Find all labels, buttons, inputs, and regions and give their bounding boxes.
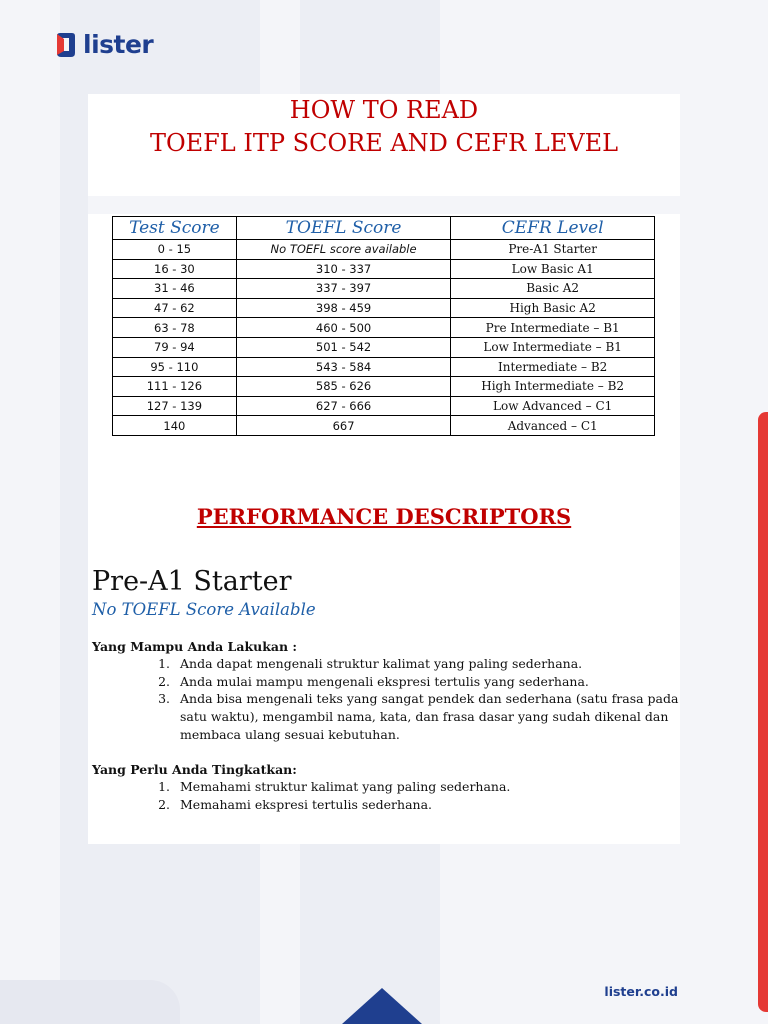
cell-toefl-score: 310 - 337 xyxy=(236,259,451,279)
list-item: 2. Anda mulai mampu mengenali ekspresi tertulis yang sederhana. xyxy=(158,673,589,689)
cell-toefl-score: 627 - 666 xyxy=(236,396,451,416)
cell-test-score: 79 - 94 xyxy=(113,337,237,357)
cell-test-score: 47 - 62 xyxy=(113,298,237,318)
cell-cefr-level: Low Basic A1 xyxy=(451,259,655,279)
title-line-2: TOEFL ITP SCORE AND CEFR LEVEL xyxy=(149,129,619,157)
cell-cefr-level: Basic A2 xyxy=(451,279,655,299)
cell-toefl-score: 398 - 459 xyxy=(236,298,451,318)
cell-cefr-level: Intermediate – B2 xyxy=(451,357,655,377)
brand-name: lister xyxy=(83,30,154,59)
cell-toefl-score: 667 xyxy=(236,416,451,436)
can-do-section xyxy=(92,639,682,744)
list-item: 1. Anda dapat mengenali struktur kalimat yang paling sederhana. xyxy=(158,656,583,671)
cell-test-score: 111 - 126 xyxy=(113,377,237,397)
list-item: 1. Memahami struktur kalimat yang paling sederhana. xyxy=(158,779,511,794)
cell-toefl-score: 543 - 584 xyxy=(236,357,451,377)
website-link[interactable]: lister.co.id xyxy=(604,984,678,999)
lister-logo-icon xyxy=(55,31,77,59)
table-row xyxy=(113,396,655,416)
cell-cefr-level: Pre Intermediate – B1 xyxy=(451,318,655,338)
panel-divider xyxy=(88,196,680,214)
title-line-1: HOW TO READ xyxy=(289,96,479,124)
table-row xyxy=(113,318,655,338)
can-do-heading: Yang Mampu Anda Lakukan : xyxy=(92,639,298,654)
cell-test-score: 16 - 30 xyxy=(113,259,237,279)
level-subtitle: No TOEFL Score Available xyxy=(92,600,316,619)
improve-heading: Yang Perlu Anda Tingkatkan: xyxy=(92,762,297,777)
table-row xyxy=(113,298,655,318)
cell-cefr-level: High Basic A2 xyxy=(451,298,655,318)
cell-toefl-score: 585 - 626 xyxy=(236,377,451,397)
page-title xyxy=(88,94,680,160)
table-row xyxy=(113,337,655,357)
cell-toefl-score: 460 - 500 xyxy=(236,318,451,338)
score-table xyxy=(112,216,655,436)
table-row xyxy=(113,279,655,299)
list-item: 3. Anda bisa mengenali teks yang sangat pendek dan sederhana (satu frasa pada satu waktu), mengambil nama, kata, dan frasa dasar yang sudah dikenal dan membaca ulang sesuai kebutuhan. xyxy=(158,691,679,742)
table-row xyxy=(113,357,655,377)
cell-cefr-level: Advanced – C1 xyxy=(451,416,655,436)
red-side-tab xyxy=(758,412,768,1012)
table-header-row xyxy=(113,217,655,240)
header-cefr-level: CEFR Level xyxy=(451,217,655,240)
table-row xyxy=(113,416,655,436)
cell-test-score: 140 xyxy=(113,416,237,436)
table-row xyxy=(113,259,655,279)
performance-descriptors-title: PERFORMANCE DESCRIPTORS xyxy=(196,504,572,529)
cell-toefl-score: No TOEFL score available xyxy=(236,240,451,260)
background-corner xyxy=(0,980,180,1024)
header-test-score: Test Score xyxy=(113,217,237,240)
improve-section xyxy=(92,762,682,813)
improve-list xyxy=(92,778,682,813)
cell-toefl-score: 337 - 397 xyxy=(236,279,451,299)
cell-test-score: 95 - 110 xyxy=(113,357,237,377)
cell-cefr-level: High Intermediate – B2 xyxy=(451,377,655,397)
brand-logo[interactable] xyxy=(55,30,153,59)
cell-toefl-score: 501 - 542 xyxy=(236,337,451,357)
table-row xyxy=(113,377,655,397)
cell-test-score: 0 - 15 xyxy=(113,240,237,260)
header-toefl-score: TOEFL Score xyxy=(236,217,451,240)
cell-test-score: 127 - 139 xyxy=(113,396,237,416)
level-heading: Pre-A1 Starter xyxy=(92,566,292,597)
cell-cefr-level: Low Intermediate – B1 xyxy=(451,337,655,357)
cell-cefr-level: Low Advanced – C1 xyxy=(451,396,655,416)
cell-cefr-level: Pre-A1 Starter xyxy=(451,240,655,260)
cell-test-score: 63 - 78 xyxy=(113,318,237,338)
blue-triangle-decoration xyxy=(342,988,422,1024)
cell-test-score: 31 - 46 xyxy=(113,279,237,299)
can-do-list xyxy=(92,655,682,744)
table-row xyxy=(113,240,655,260)
list-item: 2. Memahami ekspresi tertulis sederhana. xyxy=(158,796,432,812)
